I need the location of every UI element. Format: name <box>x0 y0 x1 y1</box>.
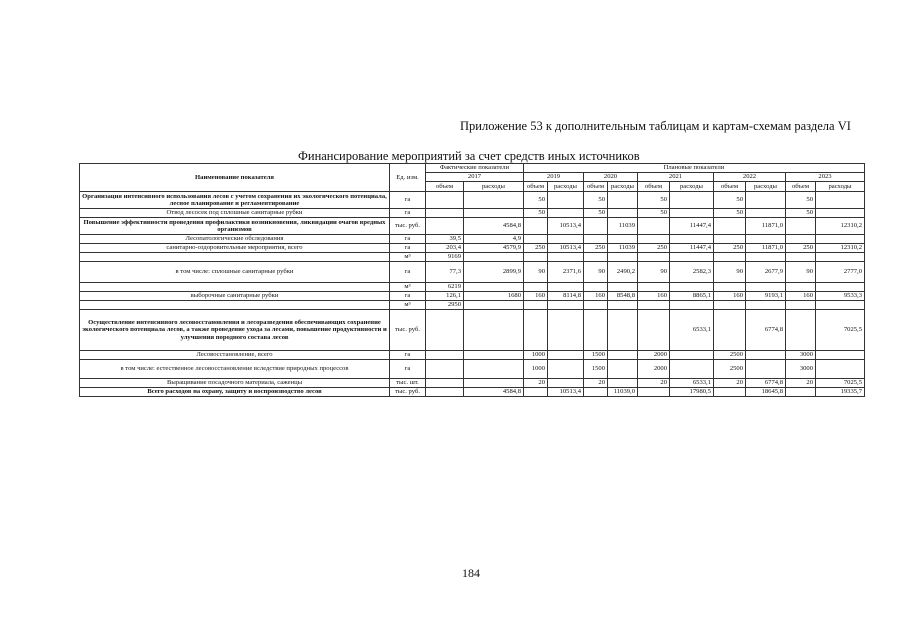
cell-volume <box>638 253 670 262</box>
cell-volume: 90 <box>786 262 816 283</box>
cell-volume <box>584 253 608 262</box>
cell-volume <box>786 283 816 292</box>
cell-volume: 90 <box>638 262 670 283</box>
table-row <box>80 301 865 310</box>
cell-volume: 203,4 <box>426 244 464 253</box>
cell-cost <box>816 360 865 379</box>
row-label: Организация интенсивного использования лесов с учетом сохранения их экологического потенциала, лесное планирование и регламентирование <box>80 192 390 209</box>
row-unit: га <box>390 262 426 283</box>
row-label: в том числе: естественное лесовосстановление вследствие природных процессов <box>80 360 390 379</box>
cell-cost <box>670 235 714 244</box>
table-row <box>80 283 865 292</box>
cell-cost: 2899,9 <box>464 262 524 283</box>
cell-cost: 8548,8 <box>608 292 638 301</box>
cell-cost: 11039 <box>608 244 638 253</box>
cell-volume: 250 <box>584 244 608 253</box>
cell-volume: 160 <box>524 292 548 301</box>
cell-cost <box>746 192 786 209</box>
cell-cost: 10513,4 <box>548 244 584 253</box>
cell-volume: 2950 <box>426 301 464 310</box>
cell-cost: 11039,0 <box>608 388 638 397</box>
cell-cost <box>464 192 524 209</box>
cell-volume <box>584 388 608 397</box>
cell-volume <box>786 235 816 244</box>
cell-volume: 2500 <box>714 351 746 360</box>
cell-cost <box>816 192 865 209</box>
cell-volume: 20 <box>524 379 548 388</box>
cell-volume <box>426 192 464 209</box>
cell-cost <box>548 351 584 360</box>
cell-cost <box>816 209 865 218</box>
group-header-actual: Фактические показатели <box>426 164 524 173</box>
cell-cost <box>816 351 865 360</box>
table-row <box>80 253 865 262</box>
cell-volume <box>638 283 670 292</box>
row-unit: га <box>390 244 426 253</box>
cell-volume: 90 <box>524 262 548 283</box>
cell-volume: 1500 <box>584 360 608 379</box>
cell-cost <box>816 283 865 292</box>
cell-volume <box>786 301 816 310</box>
cell-volume: 6219 <box>426 283 464 292</box>
year-header: 2023 <box>786 173 865 182</box>
row-label: Отвод лесосек под сплошные санитарные рубки <box>80 209 390 218</box>
cell-volume: 20 <box>714 379 746 388</box>
cell-cost: 2582,3 <box>670 262 714 283</box>
cell-cost <box>816 301 865 310</box>
cell-volume: 1500 <box>584 351 608 360</box>
cell-cost <box>464 351 524 360</box>
cell-volume <box>638 388 670 397</box>
cell-volume <box>426 310 464 351</box>
row-unit: га <box>390 192 426 209</box>
cell-cost <box>548 192 584 209</box>
cell-cost: 4,9 <box>464 235 524 244</box>
cell-volume: 160 <box>584 292 608 301</box>
cell-volume: 50 <box>714 192 746 209</box>
group-header-planned: Плановые показатели <box>524 164 865 173</box>
cell-volume: 90 <box>714 262 746 283</box>
subheader-volume: объем <box>584 182 608 192</box>
document-title: Финансирование мероприятий за счет средств иных источников <box>298 149 640 163</box>
table-row <box>80 192 865 209</box>
year-header: 2021 <box>638 173 714 182</box>
table-row <box>80 209 865 218</box>
year-header: 2017 <box>426 173 524 182</box>
cell-cost <box>548 310 584 351</box>
cell-cost: 7025,5 <box>816 310 865 351</box>
cell-cost: 11447,4 <box>670 218 714 235</box>
cell-volume <box>426 379 464 388</box>
cell-volume: 50 <box>524 209 548 218</box>
row-label: Повышение эффективности проведения профилактики возникновения, ликвидации очагов вредных организмов <box>80 218 390 235</box>
cell-cost <box>670 351 714 360</box>
appendix-line: Приложение 53 к дополнительным таблицам и картам-схемам раздела VI <box>460 119 851 133</box>
cell-volume <box>786 310 816 351</box>
cell-volume <box>426 218 464 235</box>
cell-cost: 6533,1 <box>670 310 714 351</box>
subheader-cost: расходы <box>608 182 638 192</box>
cell-cost <box>608 283 638 292</box>
cell-volume <box>714 235 746 244</box>
year-header: 2020 <box>584 173 638 182</box>
cell-cost <box>746 301 786 310</box>
cell-cost <box>608 209 638 218</box>
table-body <box>80 192 865 397</box>
table-row <box>80 244 865 253</box>
cell-cost: 11871,0 <box>746 244 786 253</box>
cell-volume: 126,1 <box>426 292 464 301</box>
cell-volume <box>524 283 548 292</box>
cell-cost: 4584,8 <box>464 218 524 235</box>
cell-volume <box>524 388 548 397</box>
cell-cost <box>464 310 524 351</box>
cell-volume: 39,5 <box>426 235 464 244</box>
cell-cost <box>548 253 584 262</box>
table-row <box>80 360 865 379</box>
cell-cost <box>746 283 786 292</box>
cell-cost: 11871,0 <box>746 218 786 235</box>
cell-volume <box>714 283 746 292</box>
cell-volume <box>524 301 548 310</box>
cell-cost <box>670 301 714 310</box>
cell-cost: 7025,5 <box>816 379 865 388</box>
cell-cost <box>464 253 524 262</box>
cell-cost: 9533,3 <box>816 292 865 301</box>
row-unit: м³ <box>390 301 426 310</box>
cell-cost: 2677,9 <box>746 262 786 283</box>
cell-cost: 12310,2 <box>816 244 865 253</box>
cell-cost: 1680 <box>464 292 524 301</box>
cell-cost <box>548 360 584 379</box>
cell-volume: 50 <box>714 209 746 218</box>
subheader-cost: расходы <box>746 182 786 192</box>
cell-volume <box>786 218 816 235</box>
row-unit: тыс. руб. <box>390 218 426 235</box>
cell-cost <box>548 301 584 310</box>
cell-volume <box>524 235 548 244</box>
cell-cost <box>548 235 584 244</box>
cell-volume <box>584 301 608 310</box>
cell-volume: 20 <box>786 379 816 388</box>
row-label: Лесовосстановление, всего <box>80 351 390 360</box>
page-number: 184 <box>462 566 480 580</box>
cell-cost <box>746 209 786 218</box>
cell-cost <box>464 360 524 379</box>
table-row <box>80 292 865 301</box>
row-unit: га <box>390 360 426 379</box>
cell-cost <box>608 192 638 209</box>
cell-cost: 2777,0 <box>816 262 865 283</box>
cell-volume: 9169 <box>426 253 464 262</box>
subheader-cost: расходы <box>464 182 524 192</box>
cell-volume: 3000 <box>786 360 816 379</box>
row-unit: га <box>390 235 426 244</box>
row-unit: га <box>390 209 426 218</box>
cell-volume <box>638 310 670 351</box>
cell-cost <box>670 192 714 209</box>
cell-volume: 50 <box>638 192 670 209</box>
cell-volume: 2500 <box>714 360 746 379</box>
cell-cost <box>548 379 584 388</box>
cell-volume: 2000 <box>638 360 670 379</box>
cell-cost: 6533,1 <box>670 379 714 388</box>
cell-volume <box>524 253 548 262</box>
cell-cost: 2490,2 <box>608 262 638 283</box>
cell-volume <box>426 360 464 379</box>
cell-cost <box>670 360 714 379</box>
subheader-volume: объем <box>714 182 746 192</box>
header-row-1 <box>80 164 865 173</box>
cell-volume: 250 <box>714 244 746 253</box>
cell-volume <box>426 388 464 397</box>
cell-cost: 6774,8 <box>746 379 786 388</box>
row-unit: м³ <box>390 283 426 292</box>
row-label <box>80 301 390 310</box>
cell-volume <box>638 301 670 310</box>
year-header: 2019 <box>524 173 584 182</box>
cell-cost <box>816 253 865 262</box>
cell-cost: 11039 <box>608 218 638 235</box>
table-row <box>80 388 865 397</box>
cell-volume: 160 <box>786 292 816 301</box>
cell-cost <box>608 379 638 388</box>
cell-cost: 17980,5 <box>670 388 714 397</box>
cell-cost <box>608 253 638 262</box>
row-label: выборочные санитарные рубки <box>80 292 390 301</box>
cell-volume <box>714 253 746 262</box>
cell-cost <box>608 235 638 244</box>
cell-cost <box>608 351 638 360</box>
cell-cost: 19335,7 <box>816 388 865 397</box>
subheader-volume: объем <box>426 182 464 192</box>
table-row <box>80 262 865 283</box>
row-label: в том числе: сплошные санитарные рубки <box>80 262 390 283</box>
table-row <box>80 310 865 351</box>
row-label: Выращивание посадочного материала, саженцы <box>80 379 390 388</box>
cell-volume <box>714 310 746 351</box>
cell-volume <box>638 235 670 244</box>
cell-cost <box>746 235 786 244</box>
cell-volume: 3000 <box>786 351 816 360</box>
cell-volume: 250 <box>524 244 548 253</box>
cell-cost <box>548 209 584 218</box>
cell-volume: 50 <box>638 209 670 218</box>
cell-cost <box>548 283 584 292</box>
cell-cost: 4584,8 <box>464 388 524 397</box>
cell-volume <box>714 388 746 397</box>
cell-cost <box>670 253 714 262</box>
cell-volume: 77,3 <box>426 262 464 283</box>
cell-cost: 11447,4 <box>670 244 714 253</box>
cell-cost: 8114,8 <box>548 292 584 301</box>
cell-volume <box>524 310 548 351</box>
cell-volume: 50 <box>524 192 548 209</box>
column-header-unit: Ед. изм. <box>390 164 426 192</box>
cell-volume: 20 <box>638 379 670 388</box>
cell-cost <box>816 235 865 244</box>
cell-volume: 50 <box>584 192 608 209</box>
subheader-cost: расходы <box>816 182 865 192</box>
cell-volume <box>584 218 608 235</box>
cell-volume <box>786 388 816 397</box>
row-label: санитарно-оздоровительные мероприятия, всего <box>80 244 390 253</box>
subheader-volume: объем <box>524 182 548 192</box>
cell-volume: 1000 <box>524 360 548 379</box>
row-unit: тыс. шт. <box>390 379 426 388</box>
year-header: 2022 <box>714 173 786 182</box>
table-row <box>80 235 865 244</box>
cell-volume: 20 <box>584 379 608 388</box>
table-row <box>80 379 865 388</box>
cell-cost: 2371,6 <box>548 262 584 283</box>
cell-volume <box>426 209 464 218</box>
row-unit: га <box>390 292 426 301</box>
cell-volume: 250 <box>638 244 670 253</box>
table-row <box>80 218 865 235</box>
cell-cost <box>608 310 638 351</box>
row-label <box>80 253 390 262</box>
cell-volume <box>714 301 746 310</box>
subheader-cost: расходы <box>670 182 714 192</box>
cell-volume: 250 <box>786 244 816 253</box>
cell-volume <box>638 218 670 235</box>
cell-cost: 9193,1 <box>746 292 786 301</box>
cell-volume <box>786 253 816 262</box>
cell-cost <box>464 209 524 218</box>
row-label: Осуществление интенсивного лесовосстановления и лесоразведения обеспечивающих сохранение экологического потенциала лесов, а также проведение ухода за лесами, повышение продуктивности и улучшения породного состава лесов <box>80 310 390 351</box>
subheader-cost: расходы <box>548 182 584 192</box>
cell-cost: 8865,1 <box>670 292 714 301</box>
row-label: Всего расходов на охрану, защиту и воспроизводство лесов <box>80 388 390 397</box>
cell-cost: 10513,4 <box>548 388 584 397</box>
cell-volume <box>524 218 548 235</box>
cell-cost <box>746 351 786 360</box>
cell-volume <box>584 235 608 244</box>
cell-cost <box>464 283 524 292</box>
cell-cost: 12310,2 <box>816 218 865 235</box>
cell-volume: 160 <box>714 292 746 301</box>
cell-volume: 1000 <box>524 351 548 360</box>
row-label <box>80 283 390 292</box>
cell-volume: 50 <box>584 209 608 218</box>
cell-volume <box>714 218 746 235</box>
cell-cost <box>746 253 786 262</box>
cell-cost <box>608 301 638 310</box>
cell-cost: 6774,8 <box>746 310 786 351</box>
cell-cost <box>670 209 714 218</box>
row-unit: тыс. руб. <box>390 310 426 351</box>
cell-volume: 90 <box>584 262 608 283</box>
cell-volume: 2000 <box>638 351 670 360</box>
cell-volume: 50 <box>786 192 816 209</box>
cell-cost: 4579,9 <box>464 244 524 253</box>
row-unit: тыс. руб. <box>390 388 426 397</box>
cell-volume: 160 <box>638 292 670 301</box>
cell-cost <box>464 379 524 388</box>
cell-volume <box>426 351 464 360</box>
table-row <box>80 351 865 360</box>
row-unit: га <box>390 351 426 360</box>
cell-cost <box>670 283 714 292</box>
cell-cost <box>746 360 786 379</box>
subheader-volume: объем <box>786 182 816 192</box>
cell-volume <box>584 283 608 292</box>
row-label: Лесопатологические обследования <box>80 235 390 244</box>
cell-cost <box>608 360 638 379</box>
subheader-volume: объем <box>638 182 670 192</box>
financing-table <box>79 163 865 397</box>
cell-cost <box>464 301 524 310</box>
cell-cost: 10513,4 <box>548 218 584 235</box>
cell-volume: 50 <box>786 209 816 218</box>
column-header-name: Наименование показателя <box>80 164 390 192</box>
row-unit: м³ <box>390 253 426 262</box>
cell-cost: 18645,8 <box>746 388 786 397</box>
cell-volume <box>584 310 608 351</box>
